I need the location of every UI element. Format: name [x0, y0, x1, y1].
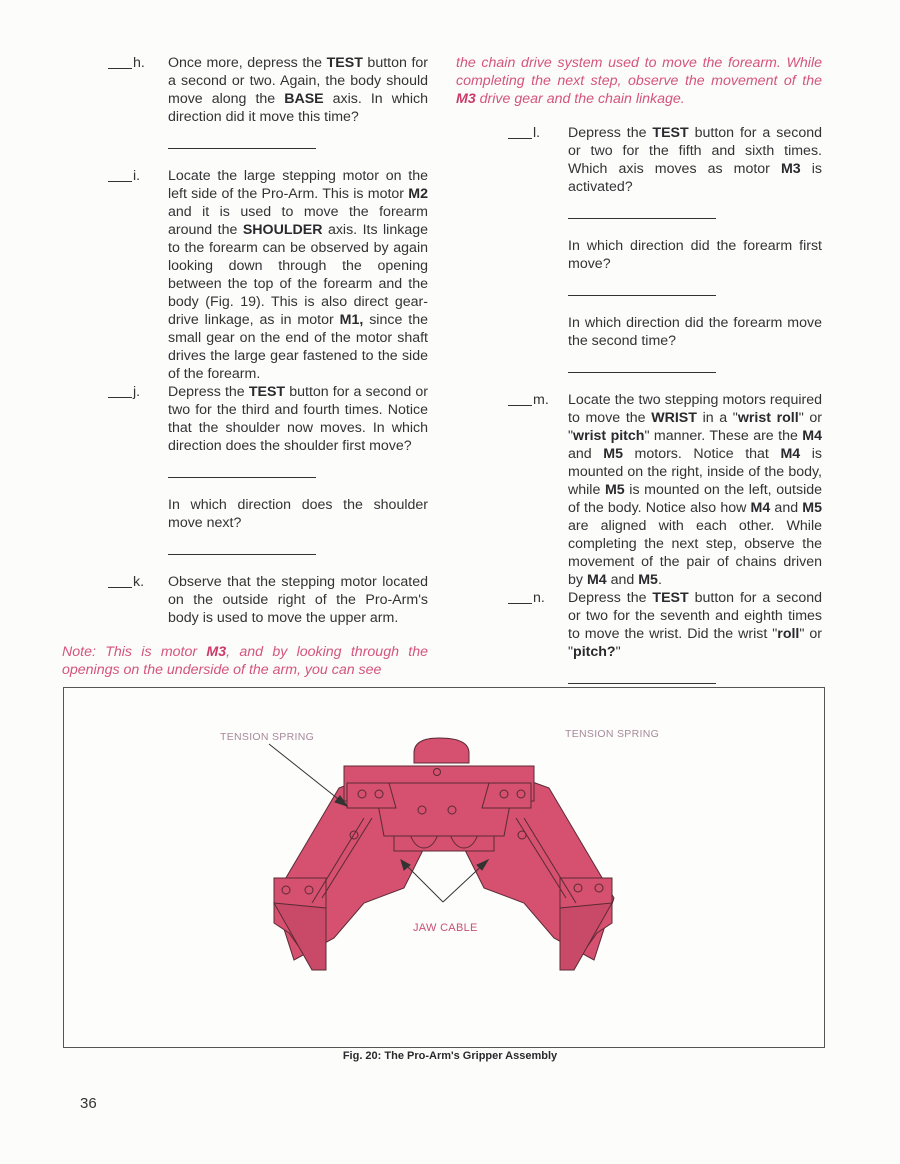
emphasis-text: TEST — [326, 55, 363, 71]
left-jaw-tip — [274, 903, 326, 970]
text-run: Observe that the stepping motor located on the outside right of the Pro-Arm's body is used to move the upper arm. — [168, 574, 428, 626]
emphasis-text: WRIST — [651, 410, 697, 426]
right-jaw-tip — [560, 903, 612, 970]
emphasis-text: M4 — [586, 572, 607, 588]
answer-blank-line[interactable] — [568, 281, 716, 296]
emphasis-text: M4 — [750, 500, 771, 516]
text-run: button for a second or two. Again, the body should move along the — [168, 55, 428, 107]
text-run: " manner. These are the — [644, 428, 803, 444]
emphasis-text: M4 — [780, 446, 801, 462]
check-line[interactable] — [108, 167, 132, 182]
text-run: and — [770, 500, 803, 516]
followup-question: In which direction did the forearm move the second time? — [568, 315, 822, 349]
answer-blank-line[interactable] — [168, 134, 316, 149]
text-run: . — [657, 572, 662, 588]
text-run: , and by looking through the openings on the underside of the arm, you can see — [62, 644, 428, 678]
figure-gripper-assembly — [63, 687, 825, 1048]
item-letter: i. — [133, 168, 141, 184]
label-jaw-cable: JAW CABLE — [413, 922, 478, 934]
right-column — [456, 54, 822, 702]
item-letter: l. — [533, 125, 541, 141]
item-letter: j. — [133, 384, 141, 400]
emphasis-text: M5 — [604, 482, 625, 498]
followup-question: In which direction did the forearm first move? — [568, 238, 822, 272]
emphasis-text: TEST — [652, 125, 689, 141]
emphasis-text: M5 — [638, 572, 658, 588]
text-run: Locate the large stepping motor on the left side of the Pro-Arm. This is motor — [168, 168, 428, 202]
checklist-item-h — [108, 54, 428, 149]
label-tension-spring-right: TENSION SPRING — [565, 728, 660, 740]
text-run: axis. Its linkage to the forearm can be observed by again looking down through the opening between the top of the forearm and the body (Fig. 19). This is also direct gear-drive linkage, as in motor — [168, 222, 428, 328]
note-m3-part2 — [456, 54, 822, 108]
checklist-item-l — [508, 124, 822, 373]
answer-blank-line[interactable] — [568, 669, 716, 684]
checklist-item-j — [108, 383, 428, 555]
checklist-item-k — [108, 573, 428, 627]
text-run: Depress the — [568, 125, 653, 141]
item-letter: m. — [533, 392, 549, 408]
left-column — [62, 54, 429, 679]
item-text — [568, 391, 822, 589]
emphasis-text: M3 — [206, 644, 227, 660]
emphasis-text: M1, — [339, 312, 364, 328]
emphasis-text: M3 — [456, 91, 476, 107]
gripper-illustration — [64, 688, 824, 1047]
emphasis-text: wrist pitch — [573, 428, 645, 444]
text-run: drive gear and the chain linkage. — [475, 91, 685, 107]
item-letter: h. — [133, 55, 145, 71]
emphasis-text: M5 — [802, 500, 822, 516]
text-run: button for a second or two for the third and fourth times. Notice that the shoulder now moves. In which direction does the shoulder first move? — [168, 384, 429, 454]
text-run: Depress the — [568, 590, 653, 606]
check-blank[interactable] — [108, 573, 168, 591]
text-run: are aligned with each other. While completing the next step, observe the movement of the pair of chains driven by — [568, 518, 822, 588]
item-text — [168, 383, 428, 455]
item-text — [568, 589, 822, 661]
right-bracket — [482, 783, 531, 808]
text-run: the chain drive system used to move the forearm. While completing the next step, observe the movement of the — [456, 55, 822, 89]
answer-blank-line[interactable] — [568, 358, 716, 373]
emphasis-text: M3 — [780, 161, 801, 177]
text-run: " or " — [568, 626, 822, 660]
emphasis-text: TEST — [248, 384, 286, 400]
figure-caption: Fig. 20: The Pro-Arm's Gripper Assembly — [342, 1050, 558, 1062]
text-run: button for a second or two for the seventh and eighth times to move the wrist. Did the wrist " — [568, 590, 822, 642]
item-text — [168, 54, 428, 126]
text-run: is mounted on the right, inside of the body, while — [568, 446, 822, 498]
check-line[interactable] — [508, 589, 532, 604]
answer-blank-line[interactable] — [568, 204, 716, 219]
text-run: motors. Notice that — [622, 446, 781, 462]
item-text — [568, 124, 822, 196]
item-letter: k. — [133, 574, 145, 590]
text-run: since the small gear on the end of the motor shaft drives the large gear fastened to the side of the forearm. — [168, 312, 428, 382]
checklist-item-m — [508, 391, 822, 589]
text-run: Note: This is motor — [62, 644, 207, 660]
emphasis-text: wrist roll — [737, 410, 799, 426]
answer-blank-line[interactable] — [168, 540, 316, 555]
emphasis-text: TEST — [652, 590, 689, 606]
text-run: is activated? — [568, 161, 822, 195]
check-blank[interactable] — [108, 167, 168, 185]
emphasis-text: SHOULDER — [242, 222, 323, 238]
page-number: 36 — [80, 1095, 97, 1112]
check-blank[interactable] — [108, 383, 168, 401]
emphasis-text: M4 — [802, 428, 822, 444]
checklist-item-n — [508, 589, 822, 684]
emphasis-text: pitch? — [573, 644, 616, 660]
note-m3-part1 — [62, 643, 428, 679]
text-run: Once more, depress the — [168, 55, 327, 71]
text-run: " or " — [568, 410, 822, 444]
text-run: and — [606, 572, 639, 588]
check-line[interactable] — [108, 54, 132, 69]
item-letter: n. — [533, 590, 545, 606]
left-bracket — [347, 783, 396, 808]
check-blank[interactable] — [508, 124, 568, 142]
text-run: is mounted on the left, outside of the body. Notice also how — [568, 482, 823, 516]
emphasis-text: BASE — [284, 91, 324, 107]
text-run: and it is used to move the forearm around the — [168, 204, 428, 238]
text-run: Locate the two stepping motors required to move the — [568, 392, 822, 426]
text-run: Depress the — [168, 384, 249, 400]
text-run: and — [568, 446, 604, 462]
checklist-item-i — [108, 167, 428, 383]
check-line[interactable] — [108, 383, 132, 398]
check-line[interactable] — [508, 391, 532, 406]
emphasis-text: M5 — [603, 446, 623, 462]
check-blank[interactable] — [108, 54, 168, 72]
item-text — [168, 573, 428, 627]
answer-blank-line[interactable] — [168, 463, 316, 478]
followup-question: In which direction does the shoulder move next? — [168, 497, 428, 531]
check-line[interactable] — [108, 573, 132, 588]
check-blank[interactable] — [508, 391, 568, 409]
text-run: axis. In which direction did it move this time? — [168, 91, 428, 125]
label-tension-spring-left: TENSION SPRING — [220, 731, 315, 743]
text-run: button for a second or two for the fifth and sixth times. Which axis moves as motor — [568, 125, 822, 177]
text-run: " — [615, 644, 621, 660]
check-blank[interactable] — [508, 589, 568, 607]
emphasis-text: roll — [777, 626, 800, 642]
item-text — [168, 167, 428, 383]
text-run: in a " — [696, 410, 738, 426]
emphasis-text: M2 — [408, 186, 428, 202]
tension-spring-left-leader — [269, 744, 347, 806]
check-line[interactable] — [508, 124, 532, 139]
top-dome — [414, 738, 469, 763]
